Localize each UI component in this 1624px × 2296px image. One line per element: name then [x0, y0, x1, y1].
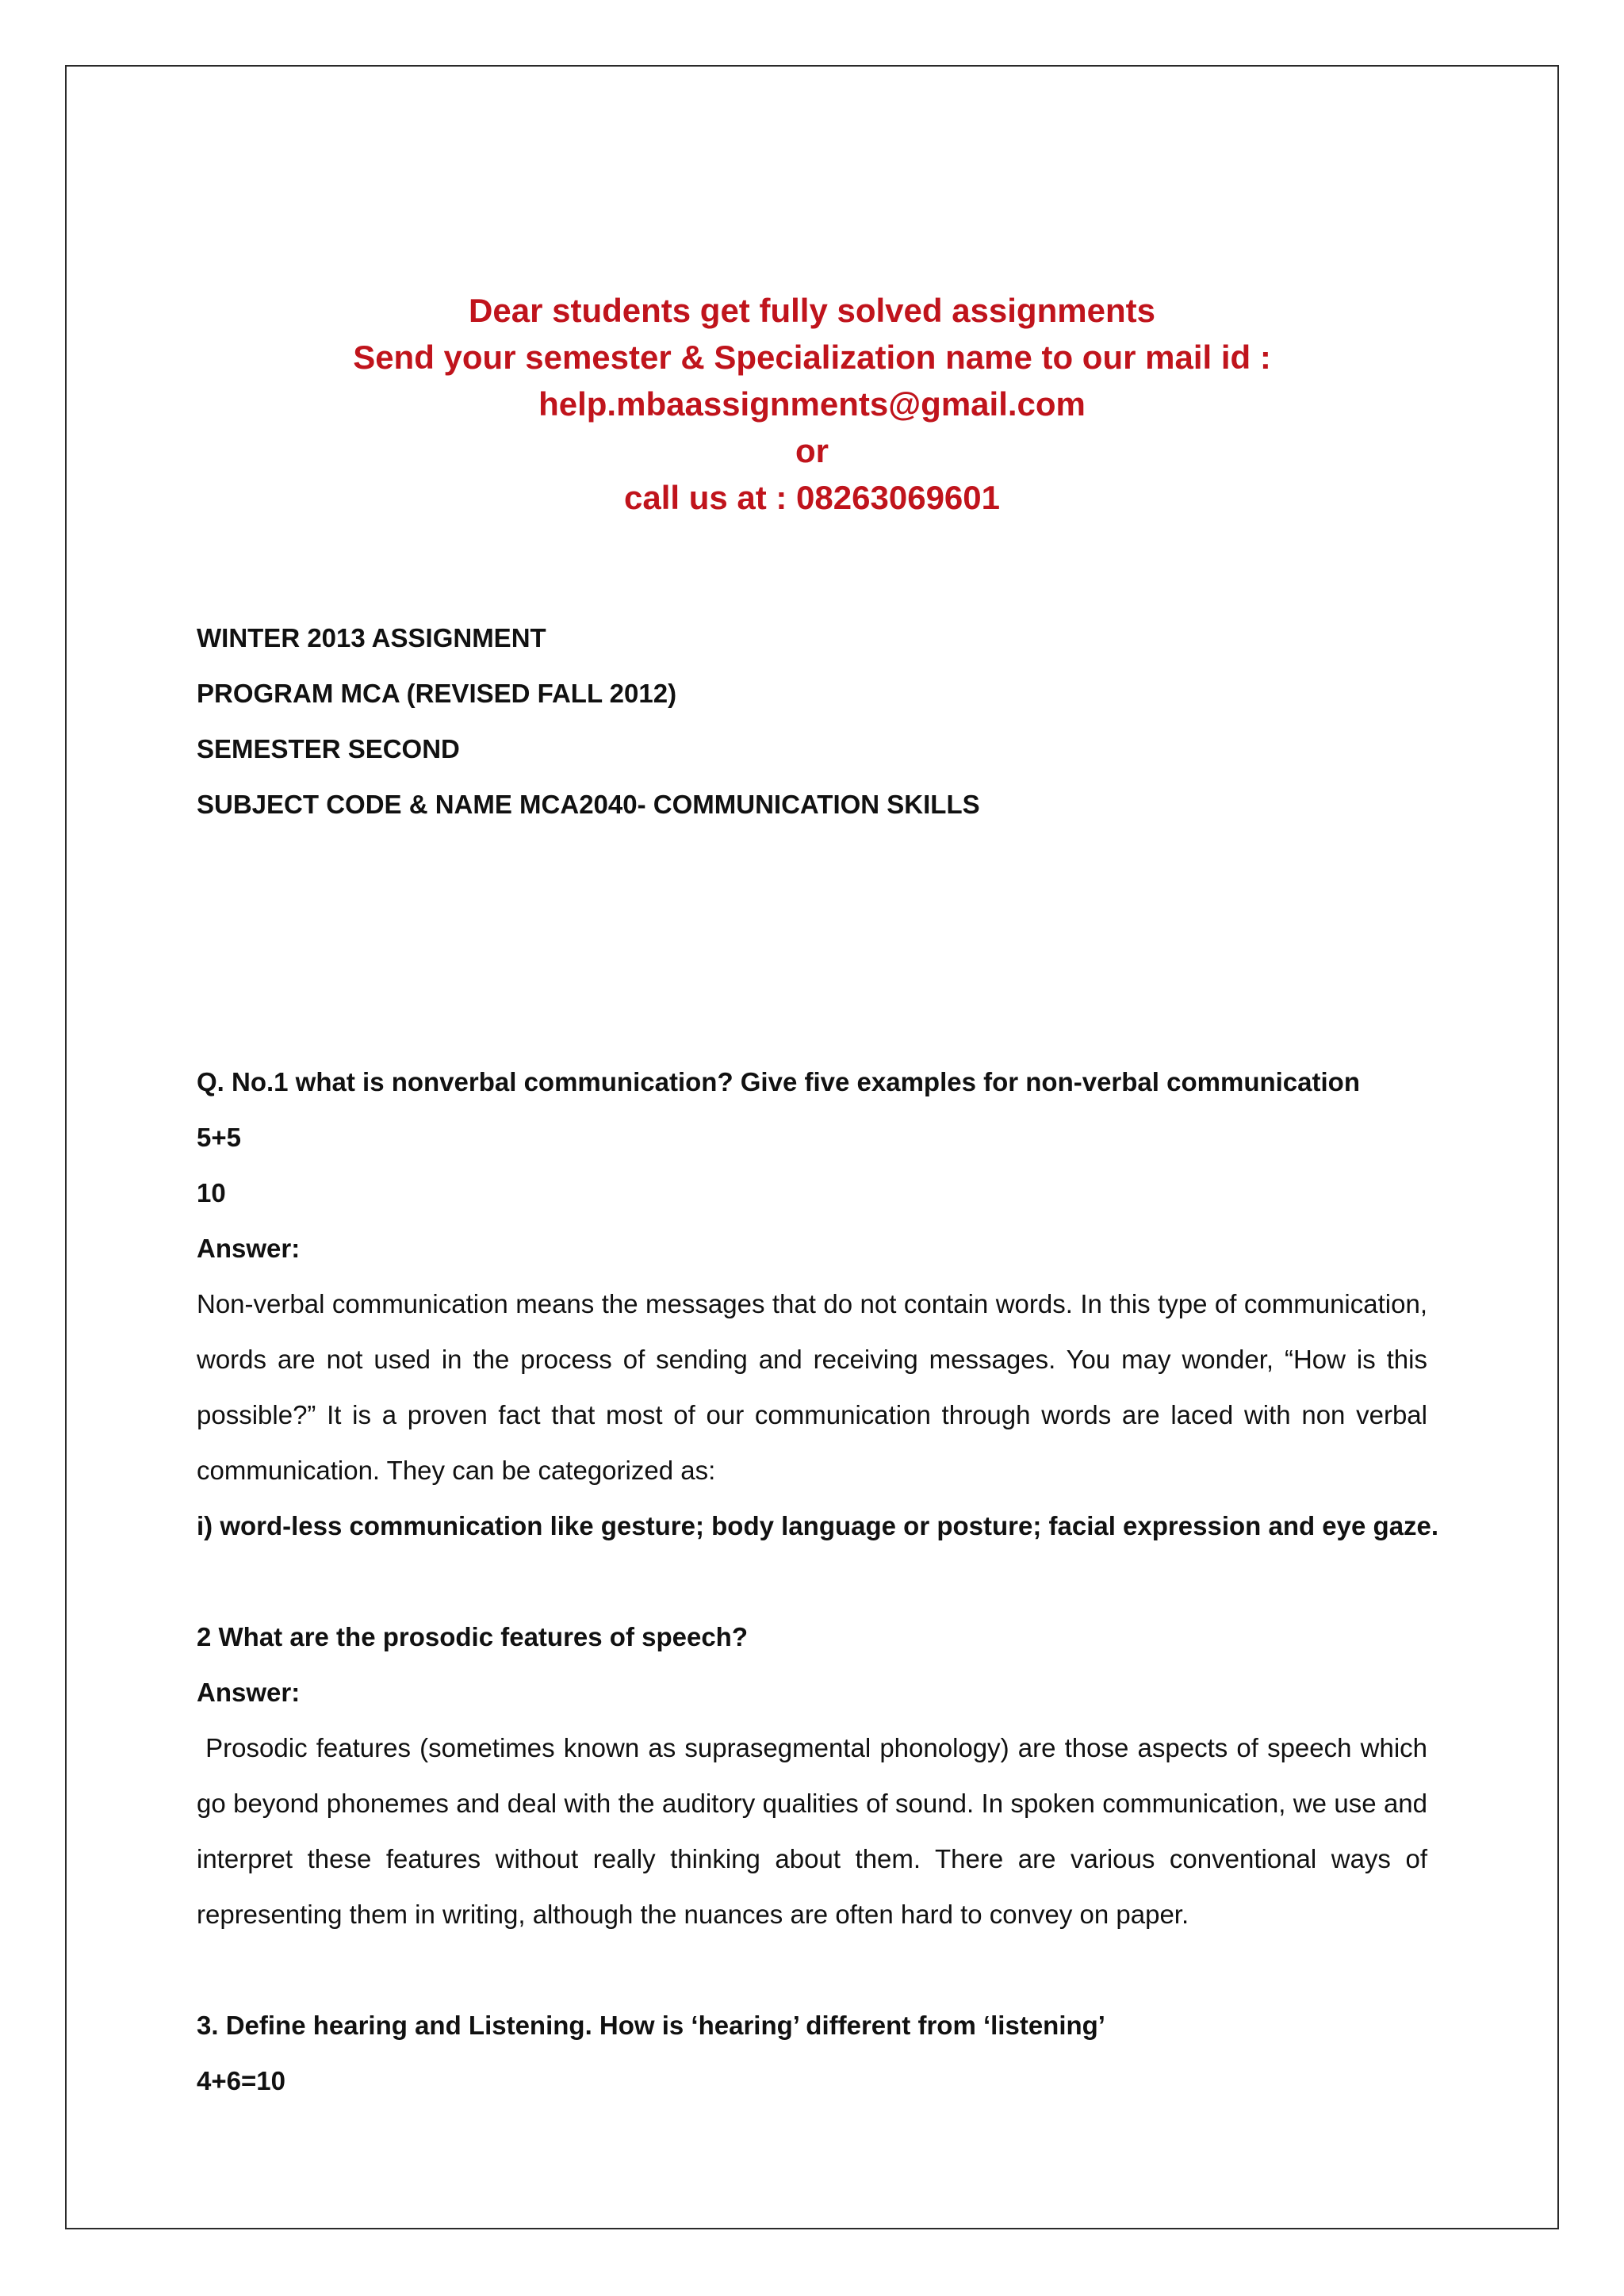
program-line: PROGRAM MCA (REVISED FALL 2012) — [197, 679, 677, 708]
promo-or: or — [795, 432, 829, 469]
q2-answer-label: Answer: — [197, 1678, 301, 1707]
document-body — [197, 610, 1439, 2109]
q1-answer-text: Non-verbal communication means the messages that do not contain words. In this type of communication, words are not used in the process of sending and receiving messages. You may wonder, “How is this possible?” It is a proven fact that most of our communication through words are laced with non verbal communication. They can be categorized as: — [197, 1289, 1427, 1485]
q1-point-1: i) word-less communication like gesture; body language or posture; facial expression and eye gaze. — [197, 1511, 1439, 1540]
q3-marks: 4+6=10 — [197, 2066, 285, 2095]
promo-line-2: Send your semester & Specialization name to our mail id : — [353, 339, 1271, 376]
q1-marks-split: 5+5 — [197, 1123, 241, 1152]
promo-email: help.mbaassignments@gmail.com — [538, 385, 1086, 423]
q3-question: 3. Define hearing and Listening. How is ‘hearing’ different from ‘listening’ — [197, 2011, 1105, 2040]
q2-question: 2 What are the prosodic features of speech? — [197, 1622, 748, 1651]
promo-banner — [65, 287, 1559, 521]
semester-line: SEMESTER SECOND — [197, 734, 460, 763]
q1-question: Q. No.1 what is nonverbal communication? Give five examples for non-verbal communication — [197, 1067, 1360, 1096]
spacer — [197, 1554, 1427, 1609]
promo-line-1: Dear students get fully solved assignments — [469, 292, 1155, 329]
spacer — [197, 1942, 1427, 1998]
q1-answer-label: Answer: — [197, 1234, 301, 1263]
promo-phone: call us at : 08263069601 — [623, 479, 1001, 516]
spacer — [197, 832, 1427, 1054]
q1-marks-total: 10 — [197, 1178, 226, 1207]
assignment-title: WINTER 2013 ASSIGNMENT — [197, 623, 546, 652]
subject-line: SUBJECT CODE & NAME MCA2040- COMMUNICATION SKILLS — [197, 790, 980, 819]
q2-answer-text: Prosodic features (sometimes known as suprasegmental phonology) are those aspects of speech which go beyond phonemes and deal with the auditory qualities of sound. In spoken communication, we use and interpret these features without really thinking about them. There are various conventional ways of representing them in writing, although the nuances are often hard to convey on paper. — [197, 1733, 1435, 1929]
